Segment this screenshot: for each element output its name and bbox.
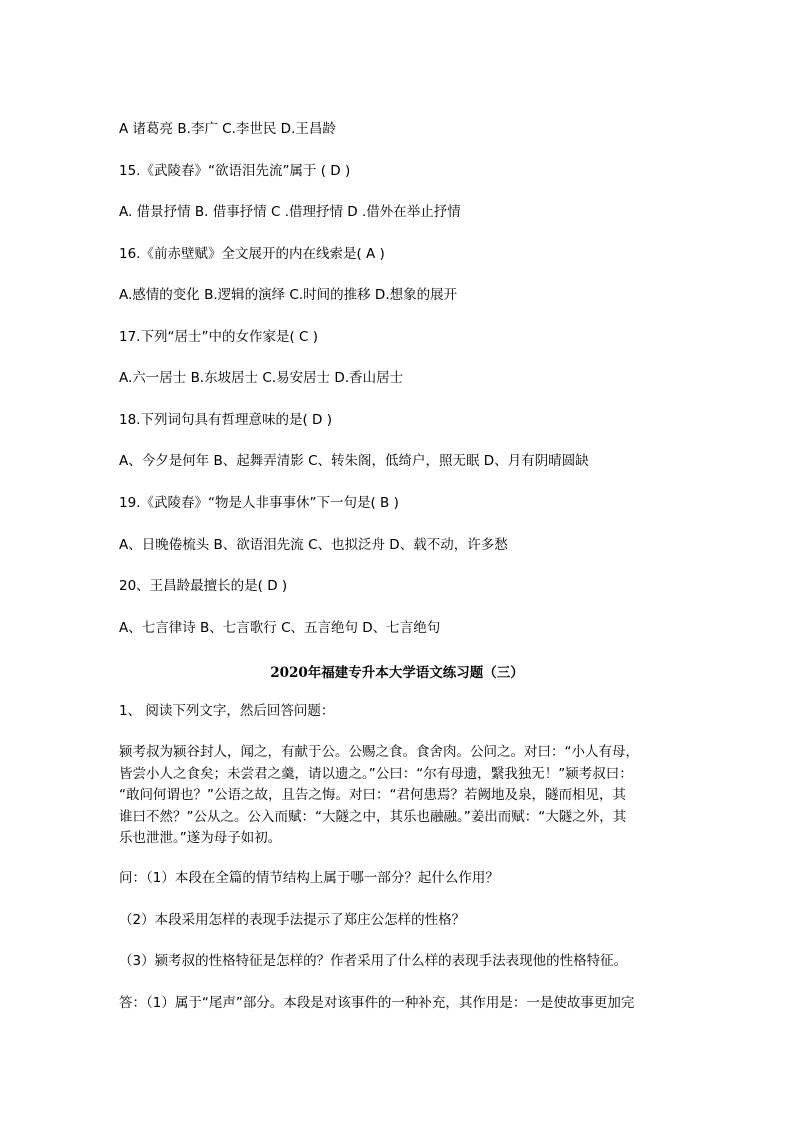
passage-line: 皆尝小人之食矣；未尝君之羹，请以遗之。”公曰：“尔有母遗，繄我独无！”颍考叔曰： bbox=[119, 765, 633, 782]
question-20: 20、王昌龄最擅长的是( D ) bbox=[119, 578, 288, 594]
question-18: 18.下列词句具有哲理意味的是( D ) bbox=[119, 412, 332, 428]
passage-line: 颍考叔为颍谷封人，闻之，有献于公。公赐之食。食舍肉。公问之。对曰：“小人有母， bbox=[119, 744, 639, 760]
answer-options-20: A、七言律诗 B、七言歌行 C、五言绝句 D、七言绝句 bbox=[119, 620, 441, 636]
passage-line: “敢问何谓也？”公语之故，且告之悔。对曰：“君何患焉？若阙地及泉，隧而相见，其 bbox=[119, 787, 626, 803]
answer-options-15: A. 借景抒情 B. 借事抒情 C .借理抒情 D .借外在举止抒情 bbox=[119, 204, 461, 220]
passage-line: 谁曰不然？”公从之。公入而赋：“大隧之中，其乐也融融。”姜出而赋：“大隧之外，其 bbox=[119, 808, 627, 825]
answer-options-line: A 诸葛亮 B.李广 C.李世民 D.王昌龄 bbox=[119, 121, 336, 137]
question-16: 16.《前赤壁赋》全文展开的内在线索是( A ) bbox=[119, 246, 385, 262]
question-19: 19.《武陵春》“物是人非事事休”下一句是( B ) bbox=[119, 495, 399, 511]
question-15: 15.《武陵春》“欲语泪先流”属于 ( D ) bbox=[119, 163, 351, 179]
question-17: 17.下列“居士”中的女作家是( C ) bbox=[119, 329, 318, 345]
reading-question-label: 1、 阅读下列文字，然后回答问题： bbox=[119, 703, 335, 719]
passage-line: 乐也泄泄。”遂为母子如初。 bbox=[119, 830, 282, 846]
answer-options-16: A.感情的变化 B.逻辑的演绎 C.时间的推移 D.想象的展开 bbox=[119, 287, 458, 303]
answer-options-19: A、日晚倦梳头 B、欲语泪先流 C、也拟泛舟 D、载不动，许多愁 bbox=[119, 537, 508, 553]
question-part-1: 问：（1）本段在全篇的情节结构上属于哪一部分？起什么作用？ bbox=[119, 870, 499, 886]
question-part-3: （3）颍考叔的性格特征是怎样的？作者采用了什么样的表现手法表现他的性格特征。 bbox=[119, 953, 628, 969]
section-title: 2020年福建专升本大学语文练习题（三） bbox=[270, 665, 524, 681]
answer-text: 答：（1）属于“尾声”部分。本段是对该事件的一种补充，其作用是：一是使故事更加完 bbox=[119, 995, 635, 1011]
answer-options-18: A、今夕是何年 B、起舞弄清影 C、转朱阁，低绮户，照无眠 D、月有阴晴圆缺 bbox=[119, 453, 589, 469]
answer-options-17: A.六一居士 B.东坡居士 C.易安居士 D.香山居士 bbox=[119, 370, 404, 386]
question-part-2: （2）本段采用怎样的表现手法提示了郑庄公怎样的性格？ bbox=[119, 912, 466, 928]
classical-passage bbox=[119, 742, 679, 850]
